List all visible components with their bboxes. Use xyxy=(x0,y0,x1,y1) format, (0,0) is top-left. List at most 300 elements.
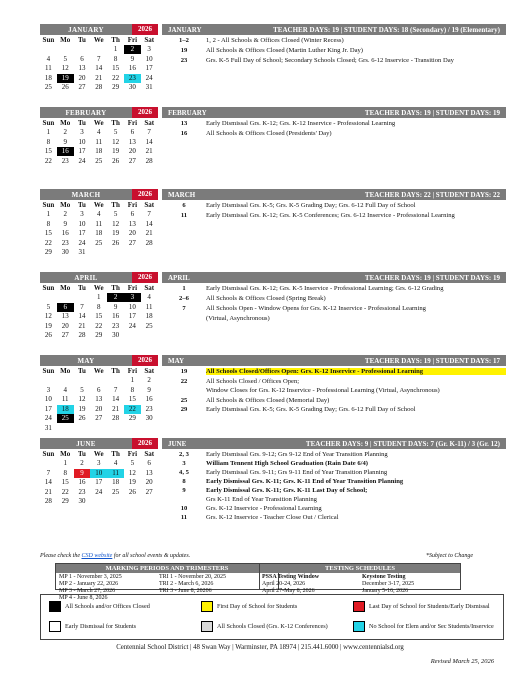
day-cell[interactable]: 23 xyxy=(124,74,141,83)
event-description: Early Dismissal Grs. 9-11; Grs 9-11 End of Year Transition Planning xyxy=(206,469,388,476)
day-cell[interactable]: 2 xyxy=(80,459,84,467)
day-cell[interactable]: 1 xyxy=(97,293,101,301)
day-cell[interactable]: 25 xyxy=(112,487,120,496)
day-cell[interactable]: 20 xyxy=(145,478,153,487)
day-cell xyxy=(40,293,57,302)
day-cell[interactable]: 5 xyxy=(63,54,67,63)
day-cell[interactable]: 30 xyxy=(112,331,120,340)
event-date: 7 xyxy=(182,305,186,312)
day-cell[interactable]: 5 xyxy=(80,385,84,394)
day-of-week-label: Sat xyxy=(144,119,155,127)
day-cell[interactable]: 12 xyxy=(128,468,136,477)
day-cell[interactable]: 19 xyxy=(112,147,120,156)
day-cell[interactable]: 14 xyxy=(95,64,103,73)
day-of-week-label: Th xyxy=(111,367,120,375)
day-cell[interactable]: 21 xyxy=(44,487,52,496)
day-cell[interactable]: 2 xyxy=(107,293,124,302)
events-month: APRIL xyxy=(168,273,190,282)
day-cell[interactable]: 28 xyxy=(78,331,86,340)
events-header xyxy=(162,272,506,283)
event-date: 11 xyxy=(180,212,188,219)
day-cell[interactable]: 21 xyxy=(78,321,86,330)
day-cell[interactable]: 4 xyxy=(63,385,67,394)
legend-no-school-swatch xyxy=(353,621,365,632)
day-cell[interactable]: 9 xyxy=(63,219,67,228)
day-cell[interactable]: 20 xyxy=(128,229,136,238)
teacher-student-days: TEACHER DAYS: 19 | STUDENT DAYS: 19 xyxy=(364,273,500,282)
day-cell xyxy=(107,376,124,385)
day-cell[interactable]: 16 xyxy=(128,64,136,73)
day-cell[interactable]: 23 xyxy=(145,404,153,413)
day-cell[interactable]: 15 xyxy=(61,478,69,487)
day-cell[interactable]: 21 xyxy=(112,404,120,413)
day-cell[interactable]: 3 xyxy=(97,459,101,467)
day-cell[interactable]: 31 xyxy=(78,248,86,257)
footer: Centennial School District | 48 Swan Way | Warminster, PA 18974 | 215.441.6000 | www.centennialsd.org xyxy=(116,644,404,651)
day-cell[interactable]: 8 xyxy=(46,219,51,228)
event-date: 23 xyxy=(180,57,188,64)
day-of-week-row xyxy=(40,284,158,292)
day-cell[interactable]: 14 xyxy=(78,312,86,321)
day-cell[interactable]: 1 xyxy=(130,376,135,384)
day-cell[interactable]: 18 xyxy=(44,73,52,82)
event-date xyxy=(162,387,206,394)
day-of-week-label: Tu xyxy=(78,450,86,458)
day-cell[interactable]: 4 xyxy=(97,128,101,136)
day-cell[interactable]: 13 xyxy=(78,64,86,73)
day-cell[interactable]: 6 xyxy=(80,54,84,63)
day-cell[interactable]: 2 xyxy=(124,45,141,54)
day-cell xyxy=(124,248,141,257)
day-of-week-label: We xyxy=(93,36,104,44)
event-date: 29 xyxy=(180,406,188,413)
week-row xyxy=(40,497,158,506)
day-cell[interactable]: 10 xyxy=(145,54,153,63)
day-cell xyxy=(40,45,57,54)
day-cell[interactable]: 24 xyxy=(145,73,153,82)
legend-closed: All Schools and/or Offices Closed xyxy=(49,601,150,612)
day-cell[interactable]: 29 xyxy=(61,497,69,506)
event-row xyxy=(162,397,506,404)
legend-early-dismissal: Early Dismissal for Students xyxy=(49,621,136,632)
day-cell[interactable]: 7 xyxy=(147,128,151,136)
day-cell[interactable]: 14 xyxy=(112,395,120,404)
week-row xyxy=(40,229,158,238)
event-description: Window Closes for Grs. K-12 Inservice - Professional Learning (Virtual, Asynchronous) xyxy=(206,387,440,394)
day-cell[interactable]: 16 xyxy=(78,478,86,487)
day-cell[interactable]: 12 xyxy=(61,64,69,73)
mini-calendar-header xyxy=(40,272,158,283)
day-cell[interactable]: 11 xyxy=(45,64,52,73)
day-cell[interactable]: 21 xyxy=(145,147,153,156)
day-cell[interactable]: 19 xyxy=(128,478,136,487)
event-description: 1, 2 - All Schools & Offices Closed (Winter Recess) xyxy=(206,37,344,44)
day-cell[interactable]: 7 xyxy=(147,210,151,218)
event-description: Early Dismissal Grs. K-11; Grs. K-11 End of Year Transition Planning xyxy=(206,478,404,485)
day-cell[interactable]: 13 xyxy=(95,395,103,404)
day-cell[interactable]: 8 xyxy=(97,302,101,311)
event-description: Grs. K-12 Inservice - Teacher Close Out / Clerical xyxy=(206,514,339,521)
day-cell[interactable]: 30 xyxy=(61,248,69,257)
day-of-week-label: Sat xyxy=(144,201,155,209)
event-date: 25 xyxy=(180,396,188,404)
day-cell[interactable]: 24 xyxy=(78,156,86,165)
day-cell[interactable]: 26 xyxy=(128,487,136,496)
day-cell[interactable]: 4 xyxy=(97,210,101,218)
day-cell[interactable]: 26 xyxy=(112,238,120,247)
day-cell[interactable]: 17 xyxy=(145,64,153,73)
day-of-week-label: Th xyxy=(111,201,120,209)
day-cell[interactable]: 16 xyxy=(145,395,153,404)
day-cell[interactable]: 28 xyxy=(112,414,120,423)
day-cell[interactable]: 22 xyxy=(44,156,52,165)
day-cell[interactable]: 3 xyxy=(80,210,84,218)
day-cell[interactable]: 17 xyxy=(95,478,103,487)
day-cell[interactable]: 24 xyxy=(78,238,86,247)
events-month: JANUARY xyxy=(168,25,202,34)
event-row xyxy=(162,47,506,54)
day-cell[interactable]: 30 xyxy=(128,83,136,92)
day-cell xyxy=(141,424,158,433)
day-cell[interactable]: 19 xyxy=(44,321,52,330)
day-cell[interactable]: 23 xyxy=(112,321,120,330)
day-of-week-label: Fri xyxy=(127,450,138,458)
day-cell xyxy=(90,424,107,433)
day-cell[interactable]: 8 xyxy=(113,54,118,63)
event-row xyxy=(162,514,506,521)
day-cell[interactable]: 28 xyxy=(44,497,52,506)
day-cell[interactable]: 24 xyxy=(44,414,52,423)
day-cell xyxy=(74,376,91,385)
legend-no-school: No School for Elem and/or Sec Students/Inservice xyxy=(353,621,494,632)
day-cell[interactable]: 12 xyxy=(78,395,86,404)
day-cell[interactable]: 10 xyxy=(128,302,136,311)
day-cell[interactable]: 1 xyxy=(113,45,118,53)
day-cell[interactable]: 8 xyxy=(130,385,135,394)
day-cell[interactable]: 24 xyxy=(95,487,103,496)
day-cell[interactable]: 13 xyxy=(128,137,136,146)
day-cell[interactable]: 16 xyxy=(61,229,69,238)
day-cell xyxy=(141,497,158,506)
day-cell[interactable]: 21 xyxy=(95,73,103,82)
event-date: 9 xyxy=(182,487,186,494)
day-cell[interactable]: 18 xyxy=(95,229,103,238)
day-cell[interactable]: 17 xyxy=(44,404,52,413)
day-cell[interactable]: 11 xyxy=(145,302,153,311)
event-description: All Schools & Offices Closed (Martin Luther King Jr. Day) xyxy=(206,47,364,54)
day-cell[interactable]: 26 xyxy=(112,156,120,165)
day-cell[interactable]: 1 xyxy=(63,459,67,467)
day-cell[interactable]: 28 xyxy=(145,238,153,247)
event-description: All Schools Open - Window Opens for Grs. K-12 Inservice - Professional Learning xyxy=(206,305,426,312)
day-cell[interactable]: 10 xyxy=(44,395,52,404)
day-cell[interactable]: 13 xyxy=(128,219,136,228)
event-date: 19 xyxy=(180,47,188,54)
day-cell[interactable]: 10 xyxy=(78,219,86,228)
day-cell[interactable]: 18 xyxy=(95,147,103,156)
day-cell[interactable]: 2 xyxy=(63,128,67,136)
day-cell[interactable]: 26 xyxy=(78,414,86,423)
day-cell[interactable]: 29 xyxy=(112,83,120,92)
event-row xyxy=(162,451,506,458)
day-of-week-label: We xyxy=(93,450,104,458)
day-cell[interactable]: 12 xyxy=(44,312,52,321)
day-cell[interactable]: 27 xyxy=(78,83,86,92)
day-cell[interactable]: 3 xyxy=(46,385,51,394)
day-cell[interactable]: 15 xyxy=(128,395,136,404)
week-row xyxy=(40,386,158,395)
day-cell[interactable]: 18 xyxy=(112,478,120,487)
day-cell[interactable]: 7 xyxy=(46,468,51,477)
mini-calendar-month: MARCH xyxy=(71,190,101,199)
day-cell[interactable]: 8 xyxy=(63,468,67,477)
mini-calendar-month: JUNE xyxy=(76,439,96,448)
pssa-title: PSSA Testing Window xyxy=(262,574,320,580)
keystone-title: Keystone Testing xyxy=(362,574,406,580)
day-cell[interactable]: 20 xyxy=(95,404,103,413)
event-description: Early Dismissal Grs. K-12; Grs. K-5 Inservice - Professional Learning; Grs. 6-12 Grading xyxy=(206,285,444,292)
day-cell[interactable]: 25 xyxy=(95,156,103,165)
day-cell[interactable]: 19 xyxy=(57,74,74,83)
teacher-student-days: TEACHER DAYS: 22 | STUDENT DAYS: 22 xyxy=(364,190,500,199)
day-cell[interactable]: 22 xyxy=(61,487,69,496)
day-cell[interactable]: 28 xyxy=(145,156,153,165)
subject-to-change-note: *Subject to Change xyxy=(426,553,473,559)
event-date xyxy=(162,496,206,503)
week-row xyxy=(40,210,158,219)
day-cell[interactable]: 1 xyxy=(46,128,51,136)
day-of-week-label: Mo xyxy=(60,367,71,375)
day-cell[interactable]: 27 xyxy=(95,414,103,423)
mini-calendar-header xyxy=(40,189,158,200)
event-date: 8 xyxy=(182,478,186,485)
events-month: FEBRUARY xyxy=(168,108,207,117)
day-cell[interactable]: 5 xyxy=(113,128,118,136)
day-cell[interactable]: 11 xyxy=(107,469,124,478)
mini-calendar-month: APRIL xyxy=(74,273,98,282)
event-row xyxy=(162,378,506,385)
day-cell[interactable]: 7 xyxy=(113,385,118,394)
day-cell[interactable]: 10 xyxy=(90,469,107,478)
day-cell[interactable]: 6 xyxy=(130,128,135,136)
day-cell[interactable]: 7 xyxy=(97,54,101,63)
day-cell[interactable]: 25 xyxy=(57,414,74,423)
day-cell xyxy=(40,376,57,385)
day-cell[interactable]: 25 xyxy=(95,238,103,247)
week-row xyxy=(40,220,158,229)
day-cell xyxy=(74,424,91,433)
day-of-week-label: Fri xyxy=(127,201,138,209)
day-cell[interactable]: 17 xyxy=(78,229,86,238)
day-cell[interactable]: 9 xyxy=(63,137,67,146)
day-cell[interactable]: 4 xyxy=(147,293,151,301)
day-cell xyxy=(57,45,74,54)
day-cell[interactable]: 16 xyxy=(112,312,120,321)
day-cell[interactable]: 13 xyxy=(145,468,153,477)
day-of-week-label: Mo xyxy=(60,284,71,292)
day-cell xyxy=(90,248,107,257)
day-cell xyxy=(90,376,107,385)
day-cell[interactable]: 11 xyxy=(95,219,103,228)
week-row xyxy=(40,74,158,83)
day-cell[interactable]: 7 xyxy=(80,302,84,311)
day-cell[interactable]: 29 xyxy=(95,331,103,340)
day-cell[interactable]: 15 xyxy=(95,312,103,321)
event-description: All Schools & Offices Closed (Presidents' Day) xyxy=(206,130,332,137)
day-cell[interactable]: 18 xyxy=(57,405,74,414)
day-cell[interactable]: 31 xyxy=(44,424,52,432)
day-cell[interactable]: 5 xyxy=(46,302,51,311)
event-row xyxy=(162,460,506,467)
tri1: TRI 1 - November 20, 2025 xyxy=(159,574,226,580)
event-description: All Schools Closed/Offices Open: Grs. K-12 Inservice - Professional Learning xyxy=(206,368,506,375)
day-cell[interactable]: 27 xyxy=(145,487,153,496)
day-cell xyxy=(90,45,107,54)
day-cell[interactable]: 14 xyxy=(145,219,153,228)
legend-conferences: All Schools Closed (Grs. K-12 Conferences) xyxy=(201,621,328,632)
day-cell[interactable]: 12 xyxy=(112,137,120,146)
csd-website-link[interactable]: CSD website xyxy=(81,553,113,559)
day-cell[interactable]: 3 xyxy=(147,45,151,53)
day-cell xyxy=(107,248,124,257)
event-row xyxy=(162,406,506,413)
day-cell[interactable]: 11 xyxy=(61,395,69,404)
event-row xyxy=(162,315,506,322)
event-row xyxy=(162,130,506,137)
day-cell[interactable]: 4 xyxy=(46,54,51,63)
day-cell[interactable]: 15 xyxy=(44,147,52,156)
day-cell[interactable]: 25 xyxy=(145,321,153,330)
week-row xyxy=(40,293,158,302)
day-cell[interactable]: 8 xyxy=(46,137,51,146)
day-cell[interactable]: 22 xyxy=(124,405,141,414)
day-cell[interactable]: 3 xyxy=(124,293,141,302)
legend-closed-swatch xyxy=(49,601,61,612)
week-row xyxy=(40,478,158,487)
day-cell[interactable]: 16 xyxy=(57,147,74,156)
day-cell[interactable]: 9 xyxy=(147,385,151,394)
day-cell[interactable]: 20 xyxy=(128,147,136,156)
day-cell[interactable]: 19 xyxy=(112,229,120,238)
day-cell[interactable]: 6 xyxy=(147,459,151,467)
day-cell[interactable]: 25 xyxy=(44,83,52,92)
day-cell[interactable]: 22 xyxy=(95,321,103,330)
event-date: 3 xyxy=(182,460,186,467)
day-cell xyxy=(40,459,57,468)
day-cell[interactable]: 17 xyxy=(78,147,86,156)
week-row xyxy=(40,157,158,166)
day-of-week-label: Mo xyxy=(60,119,71,127)
day-cell[interactable]: 26 xyxy=(61,83,69,92)
week-row xyxy=(40,138,158,147)
day-cell[interactable]: 15 xyxy=(44,229,52,238)
tri3: TRI 3 - June 8, 20206 xyxy=(159,588,212,594)
day-cell[interactable]: 27 xyxy=(128,238,136,247)
day-cell[interactable]: 3 xyxy=(80,128,84,136)
day-cell[interactable]: 6 xyxy=(130,210,135,218)
day-cell xyxy=(57,376,74,385)
day-cell[interactable]: 17 xyxy=(128,312,136,321)
day-of-week-label: Fri xyxy=(127,367,138,375)
day-cell[interactable]: 13 xyxy=(61,312,69,321)
day-cell[interactable]: 21 xyxy=(145,229,153,238)
day-of-week-row xyxy=(40,450,158,458)
day-cell[interactable]: 20 xyxy=(61,321,69,330)
day-cell[interactable]: 27 xyxy=(61,331,69,340)
day-cell[interactable]: 15 xyxy=(112,64,120,73)
day-cell[interactable]: 9 xyxy=(130,54,135,63)
day-cell[interactable]: 30 xyxy=(78,497,86,506)
day-of-week-label: Sun xyxy=(42,119,55,127)
event-row xyxy=(162,212,506,219)
events-month: JUNE xyxy=(168,439,187,448)
day-cell[interactable]: 19 xyxy=(78,404,86,413)
day-cell[interactable]: 23 xyxy=(78,487,86,496)
day-cell[interactable]: 29 xyxy=(128,414,136,423)
day-cell[interactable]: 11 xyxy=(95,137,103,146)
day-cell[interactable]: 6 xyxy=(97,385,101,394)
events-header xyxy=(162,355,506,366)
day-cell[interactable]: 27 xyxy=(128,156,136,165)
mini-calendar-year: 2026 xyxy=(132,355,158,366)
day-cell[interactable]: 22 xyxy=(112,73,120,82)
day-of-week-label: Fri xyxy=(127,119,138,127)
event-row xyxy=(162,478,506,485)
mini-calendar-header xyxy=(40,438,158,449)
day-cell[interactable]: 23 xyxy=(61,238,69,247)
day-cell[interactable]: 24 xyxy=(128,321,136,330)
day-cell[interactable]: 2 xyxy=(147,376,151,384)
day-cell[interactable]: 14 xyxy=(145,137,153,146)
event-description: All Schools Closed / Offices Open; xyxy=(206,377,300,385)
events-header xyxy=(162,24,506,35)
day-cell[interactable]: 20 xyxy=(78,73,86,82)
legend-last-day-swatch xyxy=(353,601,365,612)
testing-grid xyxy=(262,574,462,594)
day-cell[interactable]: 5 xyxy=(130,459,135,467)
day-cell[interactable]: 1 xyxy=(46,210,51,218)
month-may xyxy=(40,355,510,435)
day-cell[interactable]: 9 xyxy=(74,469,91,478)
day-cell[interactable]: 12 xyxy=(112,219,120,228)
day-cell[interactable]: 31 xyxy=(145,83,153,92)
day-cell[interactable]: 9 xyxy=(113,302,118,311)
day-cell[interactable]: 5 xyxy=(113,210,118,218)
day-cell[interactable]: 22 xyxy=(44,238,52,247)
day-cell[interactable]: 2 xyxy=(63,210,67,218)
day-cell[interactable]: 28 xyxy=(95,83,103,92)
marking-periods-box xyxy=(55,563,279,601)
legend-early-dismissal-swatch xyxy=(49,621,61,632)
day-cell[interactable]: 18 xyxy=(145,312,153,321)
day-cell[interactable]: 30 xyxy=(145,414,153,423)
day-cell[interactable]: 26 xyxy=(44,331,52,340)
mini-calendar-year: 2026 xyxy=(132,189,158,200)
day-cell[interactable]: 4 xyxy=(113,459,118,467)
day-of-week-row xyxy=(40,367,158,375)
day-of-week-label: Th xyxy=(111,284,120,292)
event-date: 2–6 xyxy=(179,295,189,302)
day-cell[interactable]: 10 xyxy=(78,137,86,146)
event-description: All Schools & Offices Closed (Spring Break) xyxy=(206,295,326,302)
event-row xyxy=(162,120,506,127)
day-cell[interactable]: 23 xyxy=(61,156,69,165)
day-of-week-label: Sun xyxy=(42,367,55,375)
event-description: (Virtual, Asynchronous) xyxy=(206,315,270,322)
day-cell[interactable]: 14 xyxy=(44,478,52,487)
day-cell[interactable]: 29 xyxy=(44,248,52,257)
day-cell[interactable]: 6 xyxy=(57,303,74,312)
